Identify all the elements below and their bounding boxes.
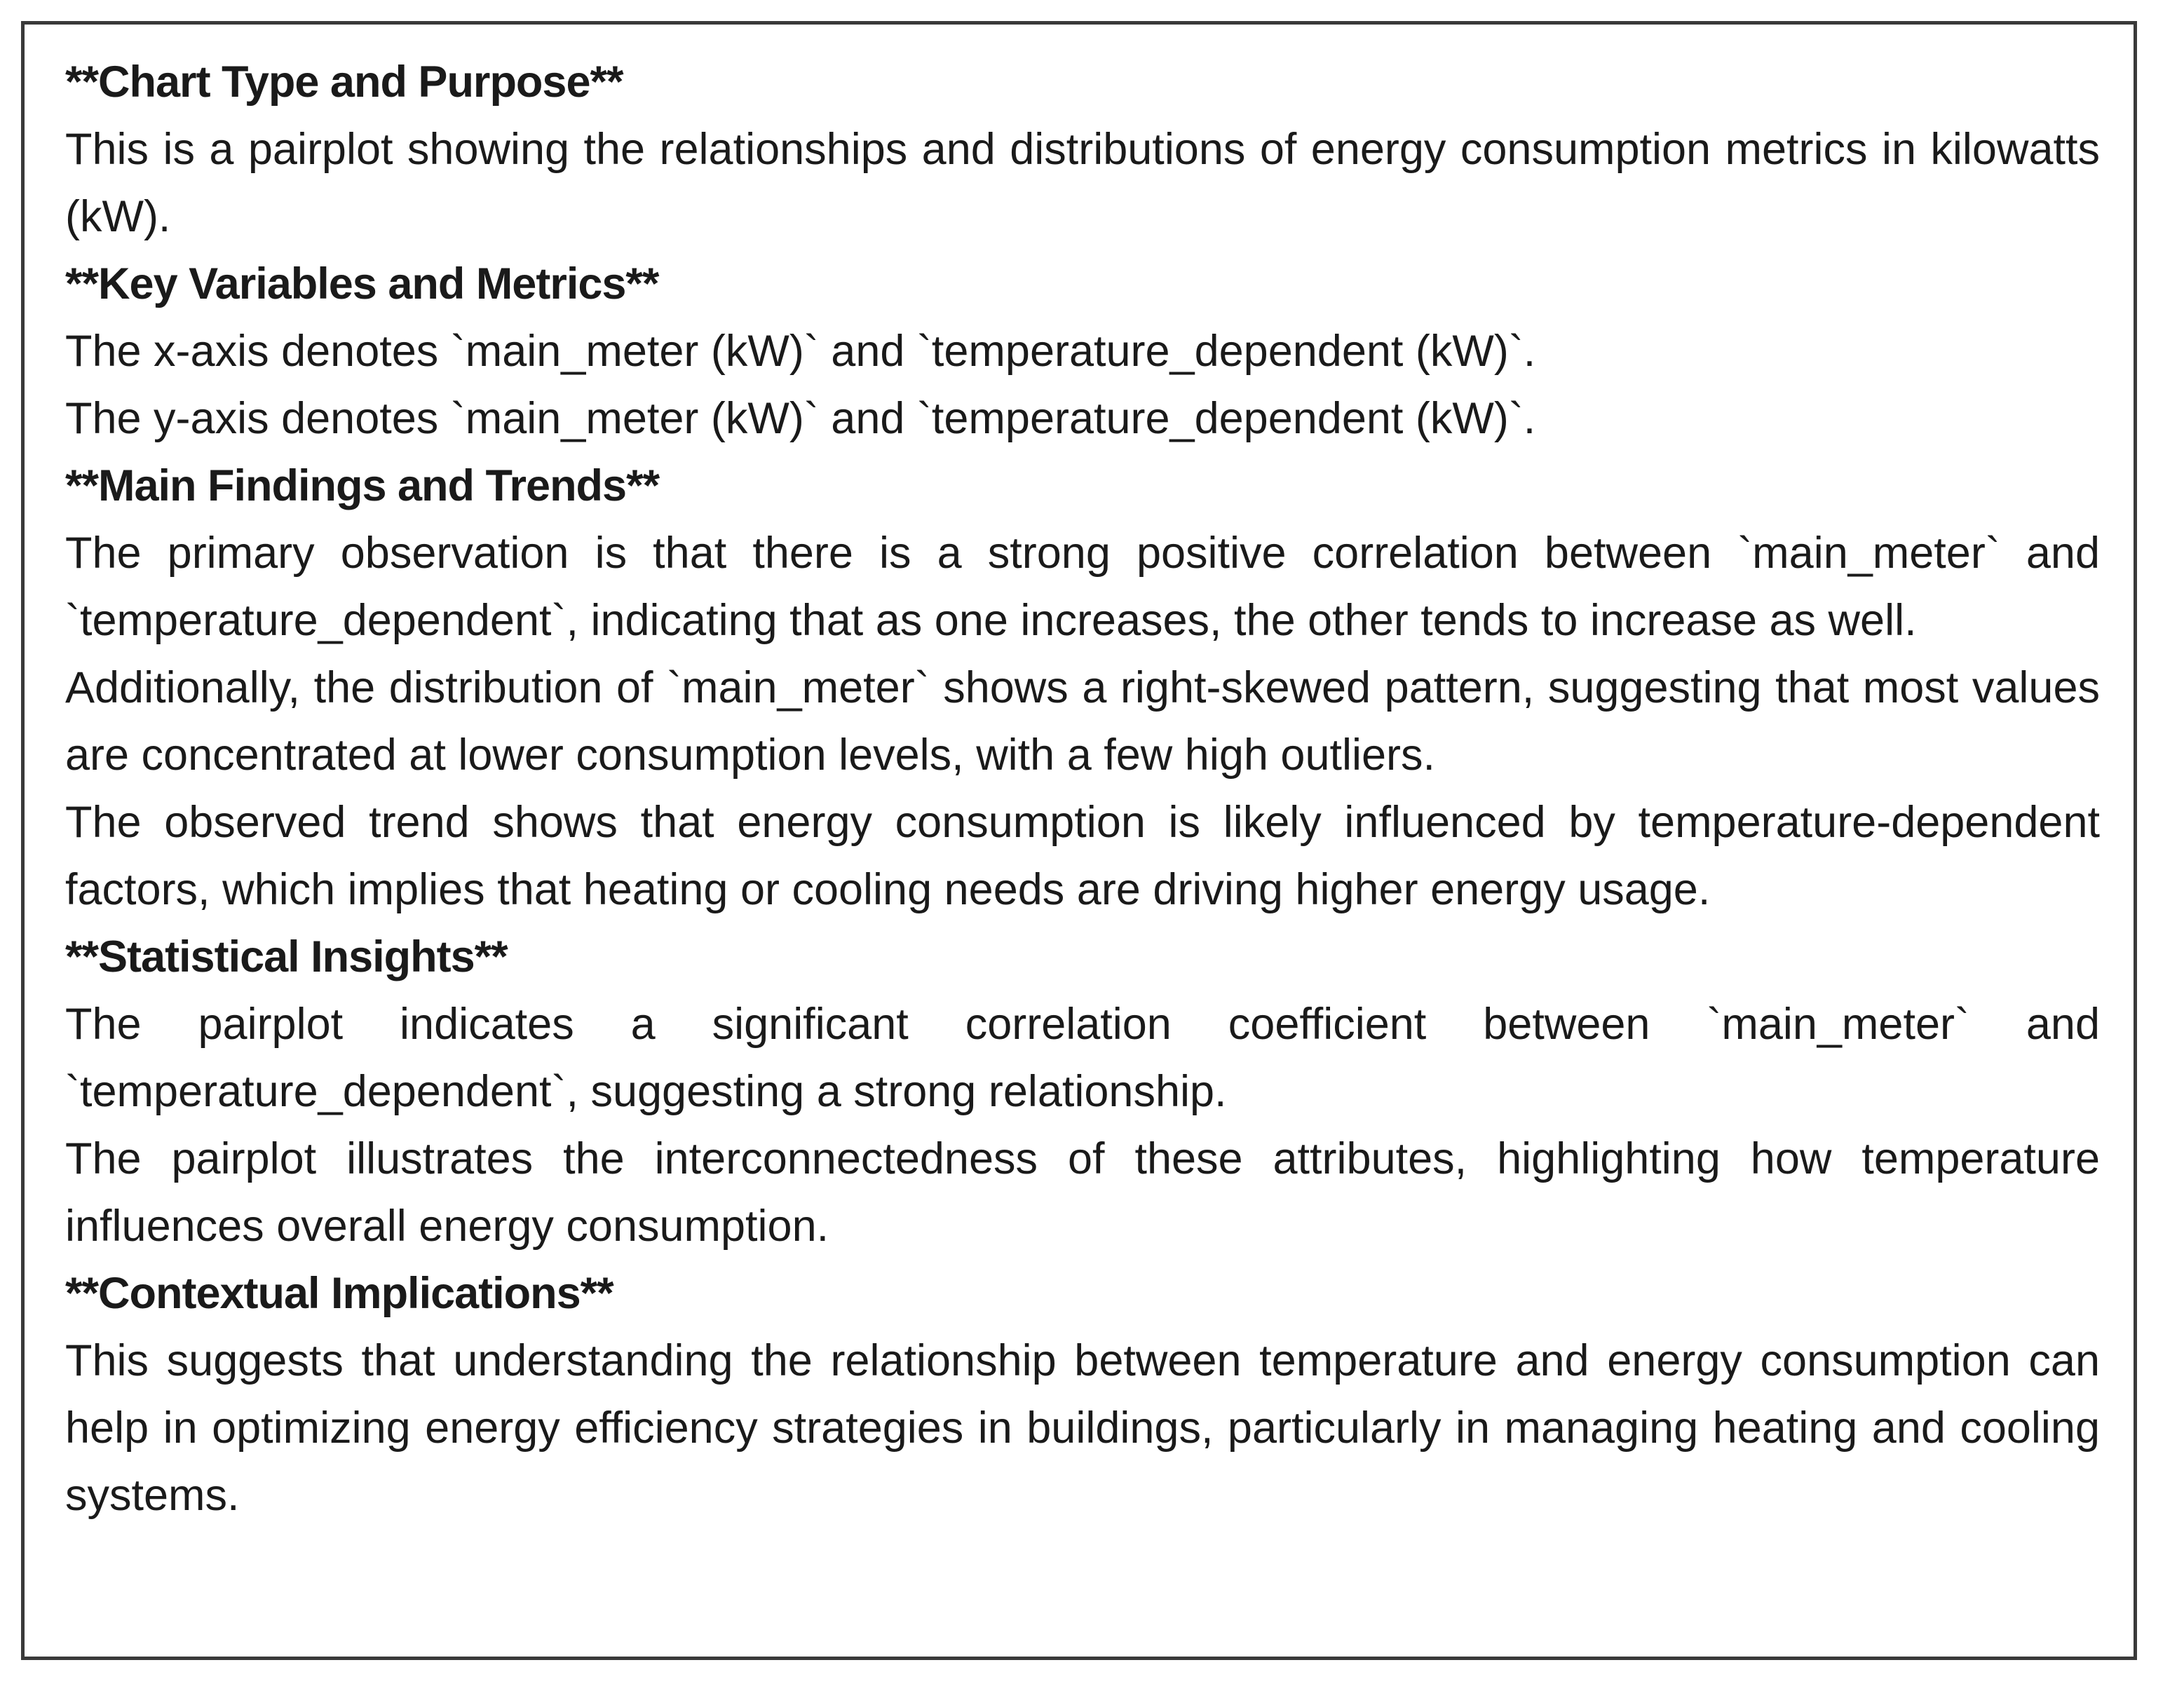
document-body [65, 48, 2100, 1529]
section-paragraph: Additionally, the distribution of `main_meter` shows a right-skewed pattern, suggesting that most values are concentrated at lower consumption levels, with a few high outliers. [65, 663, 2100, 780]
section-chart-type [65, 48, 2100, 250]
section-paragraph: The y-axis denotes `main_meter (kW)` and `temperature_dependent (kW)`. [65, 394, 1536, 443]
section-paragraph: The x-axis denotes `main_meter (kW)` and `temperature_dependent (kW)`. [65, 327, 1536, 376]
section-main-findings [65, 452, 2100, 923]
section-contextual-implications [65, 1260, 2100, 1529]
document-frame [21, 21, 2137, 1660]
section-heading: **Contextual Implications** [65, 1269, 613, 1318]
section-paragraph: This is a pairplot showing the relationships and distributions of energy consumption metrics in kilowatts (kW). [65, 125, 2100, 241]
section-heading: **Statistical Insights** [65, 932, 508, 981]
section-key-variables [65, 250, 2100, 452]
section-paragraph: This suggests that understanding the relationship between temperature and energy consumption can help in optimizing energy efficiency strategies in buildings, particularly in managing heating and cooling systems. [65, 1336, 2100, 1520]
section-heading: **Main Findings and Trends** [65, 461, 660, 510]
section-paragraph: The pairplot indicates a significant correlation coefficient between `main_meter` and `temperature_dependent`, suggesting a strong relationship. [65, 1000, 2100, 1116]
section-statistical-insights [65, 923, 2100, 1260]
section-paragraph: The pairplot illustrates the interconnectedness of these attributes, highlighting how temperature influences overall energy consumption. [65, 1134, 2100, 1251]
section-heading: **Chart Type and Purpose** [65, 57, 623, 107]
section-heading: **Key Variables and Metrics** [65, 259, 659, 308]
section-paragraph: The primary observation is that there is a strong positive correlation between `main_meter` and `temperature_dependent`, indicating that as one increases, the other tends to increase as well. [65, 529, 2100, 645]
section-paragraph: The observed trend shows that energy consumption is likely influenced by temperature-dependent factors, which implies that heating or cooling needs are driving higher energy usage. [65, 798, 2100, 914]
